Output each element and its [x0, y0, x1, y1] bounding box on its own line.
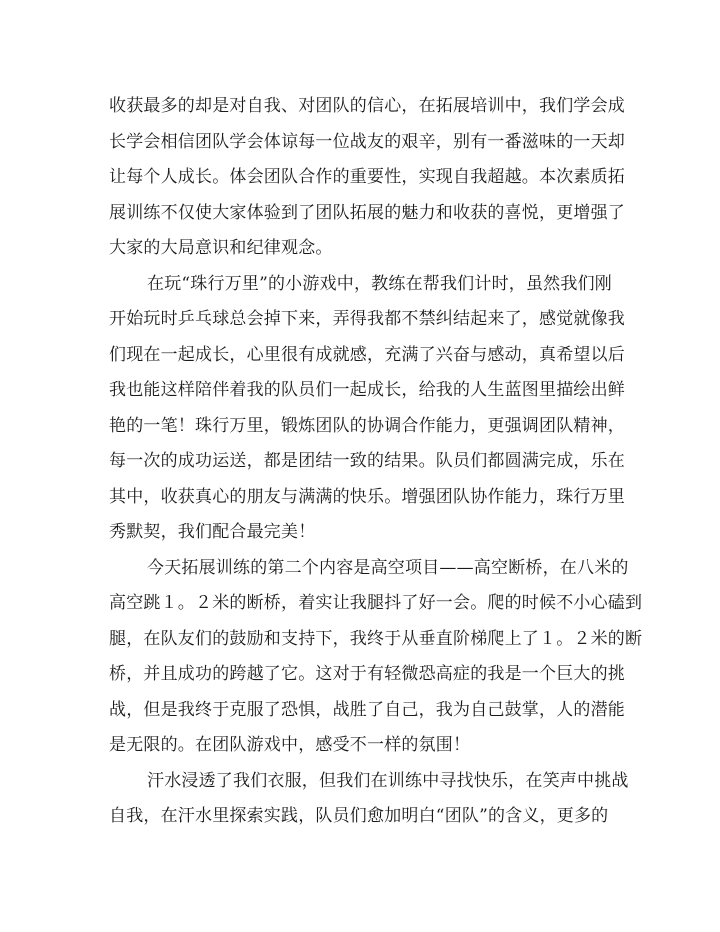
paragraph-3-line-4: 桥，并且成功的跨越了它。这对于有轻微恐高症的我是一个巨大的挑	[109, 664, 625, 684]
paragraph-2-line-1: 在玩“珠行万里”的小游戏中，教练在帮我们计时，虽然我们刚	[147, 273, 612, 294]
paragraph-1-line-4: 展训练不仅使大家体验到了团队拓展的魅力和收获的喜悦，更增强了	[109, 202, 625, 223]
paragraph-2-line-5: 艳的一笔！珠行万里，锻炼团队的协调合作能力，更强调团队精神，	[109, 415, 625, 436]
paragraph-2-line-7: 其中，收获真心的朋友与满满的快乐。增强团队协作能力，珠行万里	[109, 486, 625, 507]
paragraph-4-line-2: 自我，在汗水里探索实践，队员们愈加明白“团队”的含义，更多的	[109, 806, 609, 826]
paragraph-1-line-2: 长学会相信团队学会体谅每一位战友的艰辛，别有一番滋味的一天却	[109, 131, 625, 152]
paragraph-3-line-1: 今天拓展训练的第二个内容是高空项目——高空断桥，在八米的	[147, 557, 629, 578]
paragraph-3-line-3: 腿，在队友们的鼓励和支持下，我终于从垂直阶梯爬上了１。２米的断	[109, 628, 643, 649]
paragraph-1-line-5: 大家的大局意识和纪律观念。	[109, 238, 333, 258]
document-body	[109, 89, 643, 835]
paragraph-3-line-5: 战，但是我终于克服了恐惧，战胜了自己，我为自己鼓掌，人的潜能	[109, 699, 625, 720]
paragraph-1-line-1: 收获最多的却是对自我、对团队的信心，在拓展培训中，我们学会成	[109, 96, 625, 116]
paragraph-2-line-2: 开始玩时乒乓球总会掉下来，弄得我都不禁纠结起来了，感觉就像我	[109, 309, 625, 329]
paragraph-4-line-1: 汗水浸透了我们衣服，但我们在训练中寻找快乐，在笑声中挑战	[147, 770, 629, 791]
paragraph-2-line-3: 们现在一起成长，心里很有成就感，充满了兴奋与感动，真希望以后	[109, 344, 625, 365]
paragraph-2-line-4: 我也能这样陪伴着我的队员们一起成长，给我的人生蓝图里描绘出鲜	[109, 380, 625, 400]
paragraph-3-line-2: 高空跳１。２米的断桥，着实让我腿抖了好一会。爬的时候不小心磕到	[109, 593, 643, 613]
paragraph-2-line-6: 每一次的成功运送，都是团结一致的结果。队员们都圆满完成，乐在	[109, 451, 625, 471]
paragraph-2-line-8: 秀默契，我们配合最完美！	[109, 522, 316, 542]
paragraph-1-line-3: 让每个人成长。体会团队合作的重要性，实现自我超越。本次素质拓	[109, 167, 625, 187]
paragraph-3-line-6: 是无限的。在团队游戏中，感受不一样的氛围！	[109, 735, 471, 755]
